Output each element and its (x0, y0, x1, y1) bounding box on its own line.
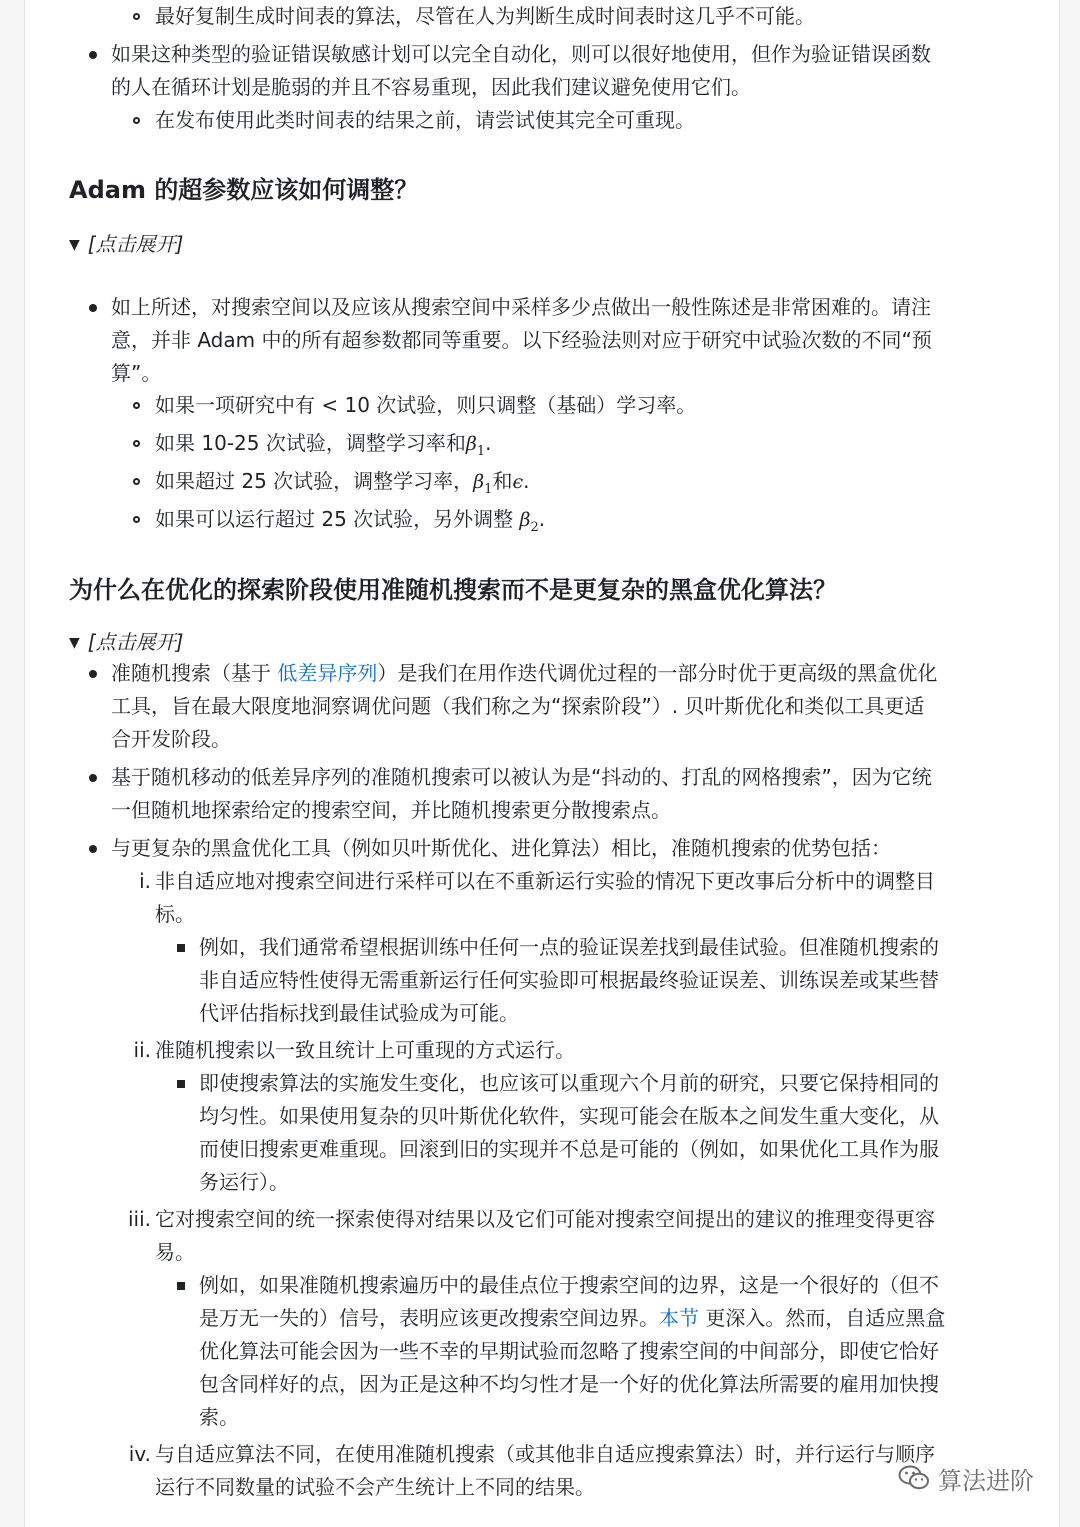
list-item: 如果超过 25 次试验，调整学习率，$\beta_1$和ϵ. (155, 469, 530, 497)
list-item: 非自适应地对搜索空间进行采样可以在不重新运行实验的情况下更改事后分析中的调整目 (155, 869, 935, 893)
beta-1-symbol: $\beta_1$ (465, 433, 486, 459)
list-item: 如果这种类型的验证错误敏感计划可以完全自动化，则可以很好地使用，但作为验证错误函数 (111, 42, 931, 66)
list-item: 合开发阶段。 (111, 727, 231, 751)
list-bullet (133, 402, 140, 409)
list-item: 而使旧搜索更难重现。回滚到旧的实现并不总是可能的（例如，如果优化工具作为服 (199, 1137, 939, 1161)
list-item: 代评估指标找到最佳试验成为可能。 (199, 1001, 519, 1025)
list-item: 如果可以运行超过 25 次试验，另外调整 $\beta_2$. (155, 507, 546, 535)
list-bullet (133, 478, 140, 485)
list-item: 务运行）。 (199, 1170, 289, 1194)
list-bullet (177, 944, 185, 952)
list-bullet (133, 13, 140, 20)
list-bullet (89, 670, 97, 678)
list-item: 意，并非 Adam 中的所有超参数都同等重要。以下经验法则对应于研究中试验次数的不同“预 (111, 328, 932, 352)
watermark (898, 1460, 1034, 1496)
list-item: 例如，如果准随机搜索遍历中的最佳点位于搜索空间的边界，这是一个很好的（但不 (199, 1273, 939, 1297)
list-item: 均匀性。如果使用复杂的贝叶斯优化软件，实现可能会在版本之间发生重大变化，从 (199, 1104, 939, 1128)
beta-2-symbol: $\beta_2$ (519, 509, 539, 535)
list-number: ii. (133, 1038, 151, 1062)
section-heading: Adam 的超参数应该如何调整？ (69, 176, 419, 204)
list-item: 准随机搜索以一致且统计上可重现的方式运行。 (155, 1038, 575, 1062)
list-item: 优化算法可能会因为一些不幸的早期试验而忽略了搜索空间的中间部分，即使它恰好 (199, 1339, 939, 1363)
list-bullet (89, 304, 97, 312)
low-discrepancy-link[interactable]: 低差异序列 (277, 661, 378, 685)
list-bullet (89, 845, 97, 853)
list-item: 最好复制生成时间表的算法，尽管在人为判断生成时间表时这几乎不可能。 (155, 4, 815, 28)
list-item: 如果 10-25 次试验，调整学习率和$\beta_1$. (155, 431, 492, 459)
beta-1-symbol: $\beta_1$ (473, 471, 493, 497)
list-item: 在发布使用此类时间表的结果之前，请尝试使其完全可重现。 (155, 108, 695, 132)
list-bullet (177, 1282, 185, 1290)
list-bullet (133, 117, 140, 124)
expand-toggle[interactable] (69, 228, 183, 257)
list-item: 易。 (155, 1240, 195, 1264)
watermark-text: 算法进阶 (938, 1466, 1034, 1495)
list-item: 工具，旨在最大限度地洞察调优问题（我们称之为“探索阶段”）. 贝叶斯优化和类似工具更适 (111, 694, 925, 718)
list-item: 与更复杂的黑盒优化工具（例如贝叶斯优化、进化算法）相比，准随机搜索的优势包括： (111, 836, 891, 860)
triangle-down-icon: ▼ (69, 237, 80, 253)
list-number: iii. (127, 1207, 151, 1231)
list-item: 例如，我们通常希望根据训练中任何一点的验证误差找到最佳试验。但准随机搜索的 (199, 935, 939, 959)
this-section-link[interactable]: 本节 (659, 1306, 699, 1330)
epsilon-symbol: ϵ (512, 471, 524, 493)
list-bullet (89, 51, 97, 59)
list-bullet (177, 1080, 185, 1088)
list-item: 标。 (155, 902, 195, 926)
wechat-icon (898, 1465, 930, 1491)
document-page (24, 0, 1060, 1527)
list-bullet (133, 516, 140, 523)
list-item: 非自适应特性使得无需重新运行任何实验即可根据最终验证误差、训练误差或某些替 (199, 968, 939, 992)
triangle-down-icon: ▼ (69, 635, 80, 651)
list-number: i. (139, 869, 151, 893)
list-number: iv. (128, 1442, 151, 1466)
list-bullet (133, 440, 140, 447)
section-heading: 为什么在优化的探索阶段使用准随机搜索而不是更复杂的黑盒优化算法？ (69, 576, 837, 604)
list-item: 索。 (199, 1405, 239, 1429)
list-item: 的人在循环计划是脆弱的并且不容易重现，因此我们建议避免使用它们。 (111, 75, 751, 99)
list-item: 运行不同数量的试验不会产生统计上不同的结果。 (155, 1475, 595, 1499)
list-item: 它对搜索空间的统一探索使得对结果以及它们可能对搜索空间提出的建议的推理变得更容 (155, 1207, 935, 1231)
list-item: 一但随机地探索给定的搜索空间，并比随机搜索更分散搜索点。 (111, 798, 671, 822)
list-item: 即使搜索算法的实施发生变化，也应该可以重现六个月前的研究，只要它保持相同的 (199, 1071, 939, 1095)
list-item: 包含同样好的点，因为正是这种不均匀性才是一个好的优化算法所需要的雇用加快搜 (199, 1372, 939, 1396)
list-item: 基于随机移动的低差异序列的准随机搜索可以被认为是“抖动的、打乱的网格搜索”，因为它统 (111, 765, 932, 789)
list-item: 准随机搜索（基于 低差异序列）是我们在用作迭代调优过程的一部分时优于更高级的黑盒优化 (111, 661, 938, 685)
list-item: 算”。 (111, 361, 162, 385)
list-bullet (89, 774, 97, 782)
list-item: 如果一项研究中有 < 10 次试验，则只调整（基础）学习率。 (155, 393, 697, 417)
list-item: 是万无一失的）信号，表明应该更改搜索空间边界。本节 更深入。然而，自适应黑盒 (199, 1306, 946, 1330)
list-item: 如上所述，对搜索空间以及应该从搜索空间中采样多少点做出一般性陈述是非常困难的。请注 (111, 295, 931, 319)
expand-label: [点击展开] (87, 232, 184, 256)
list-item: 与自适应算法不同，在使用准随机搜索（或其他非自适应搜索算法）时，并行运行与顺序 (155, 1442, 935, 1466)
expand-label: [点击展开] (87, 630, 184, 654)
expand-toggle[interactable] (69, 626, 183, 655)
